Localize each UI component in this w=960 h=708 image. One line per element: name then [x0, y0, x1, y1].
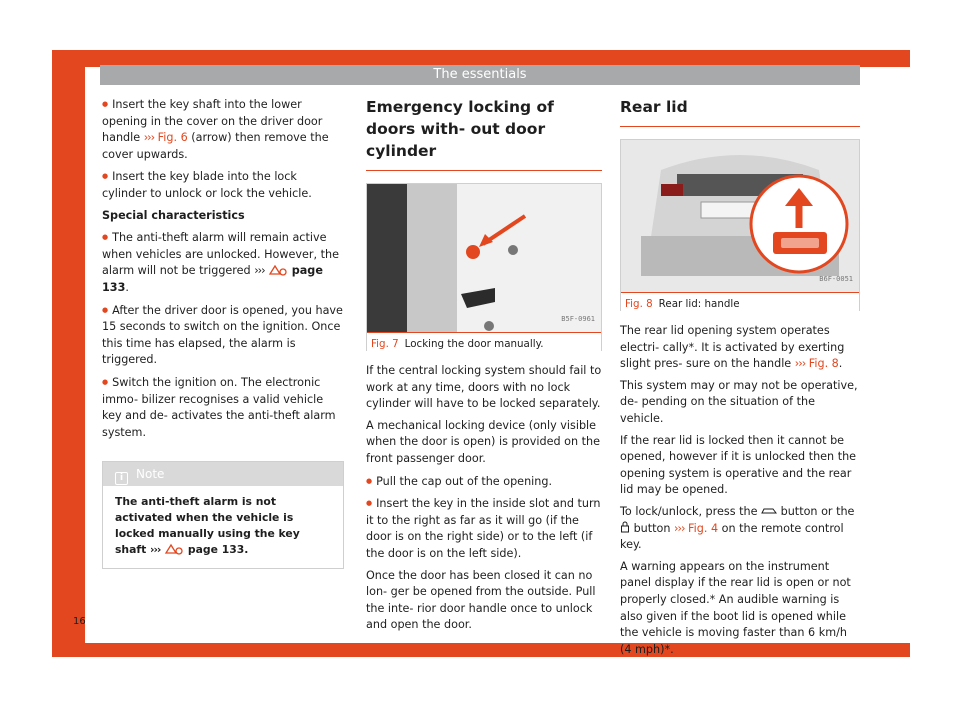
- bullet-switch-ignition: ● Switch the ignition on. The electronic immo- bilizer recognises a valid vehicle key and de- activates the anti-theft alarm system.: [102, 374, 344, 441]
- warning-symbol-icon: [164, 543, 184, 555]
- rear-lid-illustration: [621, 140, 859, 292]
- arrows-icon: ›››: [794, 357, 806, 371]
- column-1: [102, 96, 344, 569]
- fig4-link[interactable]: Fig. 4: [688, 521, 719, 535]
- bullet-insert-key-shaft: ● Insert the key shaft into the lower opening in the cover on the driver door handle ››› Fig. 6 (arrow) then remove the cover upwards.: [102, 96, 344, 163]
- section-heading-rear-lid: Rear lid: [620, 98, 688, 116]
- paragraph-lock-unlock: To lock/unlock, press the button or the button ››› Fig. 4 on the remote control key.: [620, 504, 855, 552]
- lock-icon: [620, 521, 630, 533]
- figure-8-code: B6F-0051: [819, 275, 853, 284]
- paragraph-warning-display: A warning appears on the instrument panel display if the rear lid is open or not properly closed.* An audible warning is also given if the boot lid is opened while the vehicle is moving faster than 6 km/h (4 mph)*.: [620, 559, 851, 656]
- door-lock-illustration: [367, 184, 601, 332]
- special-characteristics-title: Special characteristics: [102, 208, 245, 222]
- page-header: The essentials: [100, 65, 860, 85]
- note-header: i Note: [103, 462, 343, 486]
- page-133-link[interactable]: page 133: [102, 264, 323, 294]
- paragraph-rear-lid-locked: If the rear lid is locked then it cannot be opened, however if it is unlocked then the opening system is operative and the rear lid may be opened.: [620, 433, 857, 497]
- arrows-icon: ›››: [150, 543, 161, 557]
- paragraph-mechanical-device: A mechanical locking device (only visible when the door is open) is provided on the front passenger door.: [366, 418, 600, 465]
- figure-7: [366, 183, 602, 351]
- note-box: [102, 461, 344, 569]
- figure-8-caption: Fig. 8 Rear lid: handle: [621, 292, 859, 315]
- bullet-pull-cap: ● Pull the cap out of the opening.: [366, 473, 602, 491]
- arrows-icon: ›››: [674, 521, 685, 535]
- figure-7-code: B5F-0961: [561, 315, 595, 324]
- bullet-insert-key-blade: ● Insert the key blade into the lock cylinder to unlock or lock the vehicle.: [102, 168, 344, 202]
- page-number: 16: [73, 616, 86, 627]
- section-heading-wrap: [620, 96, 860, 127]
- section-heading-wrap: [366, 96, 602, 171]
- bullet-alarm-active: ● The anti-theft alarm will remain active when vehicles are unlocked. However, the alarm will not be triggered ››› page 133.: [102, 229, 344, 296]
- bullet-insert-key-slot: ● Insert the key in the inside slot and turn it to the right as far as it will go (if the door is on the right side) or to the left (if the door is on the left side).: [366, 495, 602, 562]
- page-133-link[interactable]: page 133: [187, 543, 245, 557]
- section-heading-emergency-locking: Emergency locking of doors with- out door cylinder: [366, 98, 554, 160]
- paragraph-opening-system: The rear lid opening system operates electri- cally*. It is activated by exerting slight pres- sure on the handle ››› Fig. 8.: [620, 324, 845, 371]
- fig6-link[interactable]: Fig. 6: [157, 131, 188, 145]
- paragraph-system-operative: This system may or may not be operative, de- pending on the situation of the vehicle.: [620, 378, 858, 425]
- car-open-icon: [761, 506, 777, 515]
- figure-7-caption: Fig. 7 Locking the door manually.: [367, 332, 601, 355]
- arrows-icon: ›››: [254, 264, 265, 278]
- column-3: [620, 96, 860, 663]
- arrows-icon: ›››: [143, 131, 155, 145]
- fig8-link[interactable]: Fig. 8: [808, 357, 839, 371]
- bullet-driver-door-opened: ● After the driver door is opened, you have 15 seconds to switch on the ignition. Once this time has elapsed, the alarm is triggered.: [102, 302, 344, 369]
- paragraph-central-locking-fail: If the central locking system should fail to work at any time, doors with no lock cylinder will have to be locked separately.: [366, 364, 602, 411]
- column-2: [366, 96, 602, 639]
- paragraph-door-closed: Once the door has been closed it can no lon- ger be opened from the outside. Pull the inte- rior door handle once to unlock and open the door.: [366, 568, 596, 632]
- info-icon: i: [115, 472, 128, 485]
- figure-8: [620, 139, 860, 311]
- note-body: The anti-theft alarm is not activated when the vehicle is locked manually using the key shaft ››› page 133.: [115, 495, 300, 557]
- warning-symbol-icon: [268, 264, 288, 276]
